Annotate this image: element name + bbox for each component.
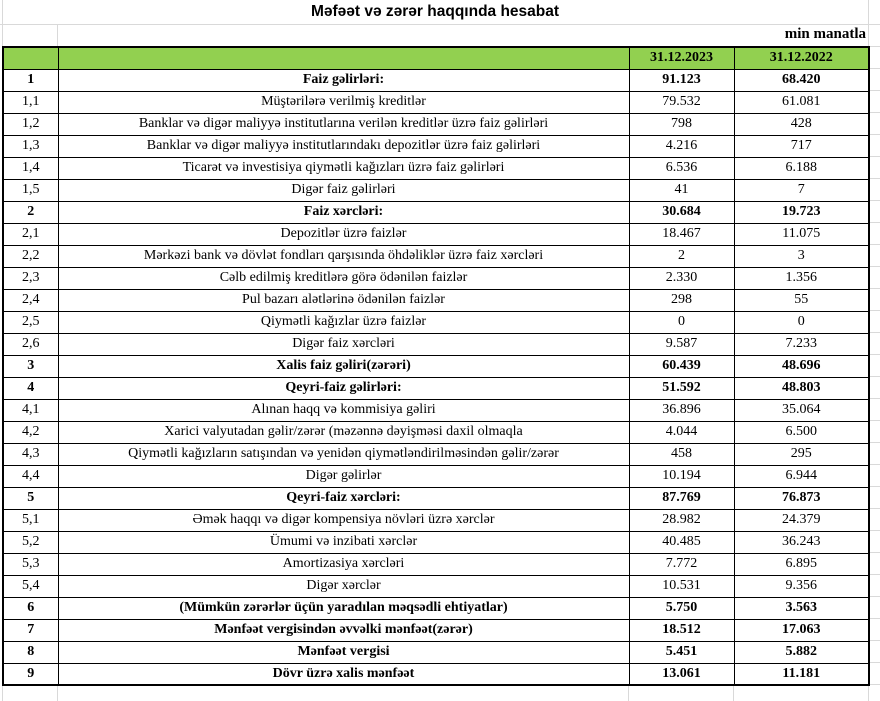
gridline	[869, 420, 880, 421]
gridline	[869, 310, 880, 311]
value-2023-cell[interactable]: 458	[629, 443, 734, 465]
gridline	[869, 508, 880, 509]
table-row	[3, 113, 869, 135]
gridline	[869, 574, 880, 575]
row-label-cell[interactable]: Qiymətli kağızlar üzrə faizlər	[58, 311, 629, 333]
value-2023-cell[interactable]: 60.439	[629, 355, 734, 377]
value-2022-cell[interactable]: 295	[734, 443, 869, 465]
value-2023-cell[interactable]: 41	[629, 179, 734, 201]
value-2023-cell[interactable]: 7.772	[629, 553, 734, 575]
value-2023-cell[interactable]: 36.896	[629, 399, 734, 421]
value-2023-cell[interactable]: 4.044	[629, 421, 734, 443]
value-2022-cell[interactable]: 36.243	[734, 531, 869, 553]
value-2023-cell[interactable]: 40.485	[629, 531, 734, 553]
table-row	[3, 201, 869, 223]
value-2023-cell[interactable]: 298	[629, 289, 734, 311]
gridline	[869, 112, 880, 113]
row-number-cell[interactable]: 1,5	[3, 179, 58, 201]
value-2023-cell[interactable]: 5.451	[629, 641, 734, 663]
row-number-cell[interactable]: 5,4	[3, 575, 58, 597]
row-number-cell[interactable]: 9	[3, 663, 58, 685]
gridline	[869, 398, 880, 399]
gridline	[733, 685, 734, 701]
row-label-cell[interactable]: Mənfəət vergisindən əvvəlki mənfəət(zərər)	[58, 619, 629, 641]
value-2022-cell[interactable]: 76.873	[734, 487, 869, 509]
gridline	[869, 266, 880, 267]
row-number-cell[interactable]: 4,4	[3, 465, 58, 487]
row-number-cell[interactable]: 4,1	[3, 399, 58, 421]
header-col-2022[interactable]: 31.12.2022	[734, 47, 869, 69]
row-number-cell[interactable]: 4,2	[3, 421, 58, 443]
table-row	[3, 355, 869, 377]
table-row	[3, 443, 869, 465]
gridline	[0, 24, 880, 25]
row-number-cell[interactable]: 1,1	[3, 91, 58, 113]
row-number-cell[interactable]: 4,3	[3, 443, 58, 465]
table-row	[3, 619, 869, 641]
row-number-cell[interactable]: 2,1	[3, 223, 58, 245]
gridline	[869, 596, 880, 597]
value-2023-cell[interactable]: 2.330	[629, 267, 734, 289]
value-2022-cell[interactable]: 7	[734, 179, 869, 201]
table-row	[3, 421, 869, 443]
value-2023-cell[interactable]: 0	[629, 311, 734, 333]
table-row	[3, 179, 869, 201]
row-label-cell[interactable]: (Mümkün zərərlər üçün yaradılan məqsədli ehtiyatlar)	[58, 597, 629, 619]
row-number-cell[interactable]: 5,3	[3, 553, 58, 575]
header-row	[3, 47, 869, 69]
value-2022-cell[interactable]: 717	[734, 135, 869, 157]
table-row	[3, 509, 869, 531]
row-label-cell[interactable]: Qiymətli kağızların satışından və yenidən qiymətləndirilməsindən gəlir/zərər	[58, 443, 629, 465]
value-2022-cell[interactable]: 35.064	[734, 399, 869, 421]
row-label-cell[interactable]: Mərkəzi bank və dövlət fondları qarşısında öhdəliklər üzrə faiz xərcləri	[58, 245, 629, 267]
gridline	[869, 530, 880, 531]
gridline	[869, 354, 880, 355]
row-label-cell[interactable]: Digər faiz xərcləri	[58, 333, 629, 355]
row-label-cell[interactable]: Pul bazarı alətlərinə ödənilən faizlər	[58, 289, 629, 311]
value-2023-cell[interactable]: 87.769	[629, 487, 734, 509]
gridline	[869, 662, 880, 663]
row-number-cell[interactable]: 8	[3, 641, 58, 663]
value-2023-cell[interactable]: 9.587	[629, 333, 734, 355]
value-2022-cell[interactable]: 61.081	[734, 91, 869, 113]
value-2022-cell[interactable]: 0	[734, 311, 869, 333]
value-2023-cell[interactable]: 10.531	[629, 575, 734, 597]
gridline	[869, 552, 880, 553]
value-2022-cell[interactable]: 6.944	[734, 465, 869, 487]
gridline	[869, 46, 880, 47]
table-row	[3, 531, 869, 553]
value-2023-cell[interactable]: 10.194	[629, 465, 734, 487]
gridline	[57, 685, 58, 701]
table-row	[3, 311, 869, 333]
value-2022-cell[interactable]: 48.803	[734, 377, 869, 399]
table-row	[3, 69, 869, 91]
gridline	[869, 68, 880, 69]
row-label-cell[interactable]: Digər xərclər	[58, 575, 629, 597]
table-row	[3, 157, 869, 179]
row-number-cell[interactable]: 2,2	[3, 245, 58, 267]
table-row	[3, 641, 869, 663]
value-2022-cell[interactable]: 19.723	[734, 201, 869, 223]
row-number-cell[interactable]: 2,6	[3, 333, 58, 355]
value-2022-cell[interactable]: 24.379	[734, 509, 869, 531]
value-2022-cell[interactable]: 11.181	[734, 663, 869, 685]
row-label-cell[interactable]: Faiz gəlirləri:	[58, 69, 629, 91]
value-2023-cell[interactable]: 5.750	[629, 597, 734, 619]
row-label-cell[interactable]: Cəlb edilmiş kreditlərə görə ödənilən faizlər	[58, 267, 629, 289]
value-2023-cell[interactable]: 18.467	[629, 223, 734, 245]
table-row	[3, 399, 869, 421]
row-number-cell[interactable]: 2,4	[3, 289, 58, 311]
value-2022-cell[interactable]: 5.882	[734, 641, 869, 663]
table-row	[3, 289, 869, 311]
table-row	[3, 91, 869, 113]
table-row	[3, 487, 869, 509]
gridline	[628, 685, 629, 701]
row-label-cell[interactable]: Müştərilərə verilmiş kreditlər	[58, 91, 629, 113]
gridline	[869, 90, 880, 91]
value-2022-cell[interactable]: 3	[734, 245, 869, 267]
row-number-cell[interactable]: 1,3	[3, 135, 58, 157]
gridline	[869, 442, 880, 443]
row-label-cell[interactable]: Qeyri-faiz gəlirləri:	[58, 377, 629, 399]
value-2023-cell[interactable]: 6.536	[629, 157, 734, 179]
value-2022-cell[interactable]: 6.500	[734, 421, 869, 443]
table-row	[3, 245, 869, 267]
gridline	[869, 464, 880, 465]
value-2023-cell[interactable]: 79.532	[629, 91, 734, 113]
row-number-cell[interactable]: 1,4	[3, 157, 58, 179]
row-label-cell[interactable]: Ticarət və investisiya qiymətli kağızları üzrə faiz gəlirləri	[58, 157, 629, 179]
row-number-cell[interactable]: 1	[3, 69, 58, 91]
row-number-cell[interactable]: 1,2	[3, 113, 58, 135]
table-row	[3, 377, 869, 399]
value-2022-cell[interactable]: 1.356	[734, 267, 869, 289]
table-row	[3, 333, 869, 355]
value-2022-cell[interactable]: 6.895	[734, 553, 869, 575]
row-label-cell[interactable]: Dövr üzrə xalis mənfəət	[58, 663, 629, 685]
row-label-cell[interactable]: Əmək haqqı və digər kompensiya növləri üzrə xərclər	[58, 509, 629, 531]
gridline	[869, 134, 880, 135]
gridline	[869, 618, 880, 619]
value-2022-cell[interactable]: 9.356	[734, 575, 869, 597]
gridline	[869, 376, 880, 377]
gridline	[869, 222, 880, 223]
row-number-cell[interactable]: 6	[3, 597, 58, 619]
row-label-cell[interactable]: Xalis faiz gəliri(zərəri)	[58, 355, 629, 377]
table-row	[3, 597, 869, 619]
row-label-cell[interactable]: Digər faiz gəlirləri	[58, 179, 629, 201]
value-2022-cell[interactable]: 11.075	[734, 223, 869, 245]
row-number-cell[interactable]: 2,5	[3, 311, 58, 333]
value-2023-cell[interactable]: 18.512	[629, 619, 734, 641]
value-2023-cell[interactable]: 91.123	[629, 69, 734, 91]
gridline	[869, 200, 880, 201]
title-cell[interactable]	[2, 0, 868, 24]
table-row	[3, 465, 869, 487]
unit-note-cell[interactable]: min manatla	[784, 26, 866, 42]
table-row	[3, 663, 869, 685]
gridline	[57, 24, 58, 46]
gridline	[869, 156, 880, 157]
gridline	[869, 244, 880, 245]
value-2022-cell[interactable]: 7.233	[734, 333, 869, 355]
table-row	[3, 135, 869, 157]
gridline	[869, 288, 880, 289]
value-2022-cell[interactable]: 17.063	[734, 619, 869, 641]
row-label-cell[interactable]: Depozitlər üzrə faizlər	[58, 223, 629, 245]
profit-loss-table	[2, 46, 870, 686]
row-number-cell[interactable]: 5,2	[3, 531, 58, 553]
value-2023-cell[interactable]: 4.216	[629, 135, 734, 157]
row-number-cell[interactable]: 3	[3, 355, 58, 377]
table-row	[3, 575, 869, 597]
gridline	[869, 486, 880, 487]
header-col-2023[interactable]: 31.12.2023	[629, 47, 734, 69]
value-2022-cell[interactable]: 68.420	[734, 69, 869, 91]
value-2023-cell[interactable]: 798	[629, 113, 734, 135]
value-2023-cell[interactable]: 30.684	[629, 201, 734, 223]
row-label-cell[interactable]: Xarici valyutadan gəlir/zərər (məzənnə dəyişməsi daxil olmaqla	[58, 421, 629, 443]
row-label-cell[interactable]: Banklar və digər maliyyə institutlarına verilən kreditlər üzrə faiz gəlirləri	[58, 113, 629, 135]
table-row	[3, 553, 869, 575]
page-title: Məfəət və zərər haqqında hesabat	[310, 3, 560, 20]
value-2022-cell[interactable]: 48.696	[734, 355, 869, 377]
row-number-cell[interactable]: 5,1	[3, 509, 58, 531]
row-label-cell[interactable]: Digər gəlirlər	[58, 465, 629, 487]
value-2022-cell[interactable]: 55	[734, 289, 869, 311]
header-empty-cell[interactable]	[58, 47, 629, 69]
gridline	[869, 332, 880, 333]
value-2022-cell[interactable]: 6.188	[734, 157, 869, 179]
value-2022-cell[interactable]: 428	[734, 113, 869, 135]
row-label-cell[interactable]: Faiz xərcləri:	[58, 201, 629, 223]
row-number-cell[interactable]: 2	[3, 201, 58, 223]
gridline	[869, 640, 880, 641]
value-2022-cell[interactable]: 3.563	[734, 597, 869, 619]
value-2023-cell[interactable]: 51.592	[629, 377, 734, 399]
row-number-cell[interactable]: 4	[3, 377, 58, 399]
value-2023-cell[interactable]: 13.061	[629, 663, 734, 685]
row-label-cell[interactable]: Banklar və digər maliyyə institutlarındakı depozitlər üzrə faiz gəlirləri	[58, 135, 629, 157]
gridline	[869, 684, 880, 685]
table-row	[3, 267, 869, 289]
row-label-cell[interactable]: Mənfəət vergisi	[58, 641, 629, 663]
header-empty-cell[interactable]	[3, 47, 58, 69]
gridline	[869, 178, 880, 179]
row-label-cell[interactable]: Alınan haqq və kommisiya gəliri	[58, 399, 629, 421]
row-label-cell[interactable]: Amortizasiya xərcləri	[58, 553, 629, 575]
table-row	[3, 223, 869, 245]
value-2023-cell[interactable]: 2	[629, 245, 734, 267]
row-number-cell[interactable]: 7	[3, 619, 58, 641]
value-2023-cell[interactable]: 28.982	[629, 509, 734, 531]
row-label-cell[interactable]: Qeyri-faiz xərcləri:	[58, 487, 629, 509]
row-number-cell[interactable]: 2,3	[3, 267, 58, 289]
row-label-cell[interactable]: Ümumi və inzibati xərclər	[58, 531, 629, 553]
row-number-cell[interactable]: 5	[3, 487, 58, 509]
